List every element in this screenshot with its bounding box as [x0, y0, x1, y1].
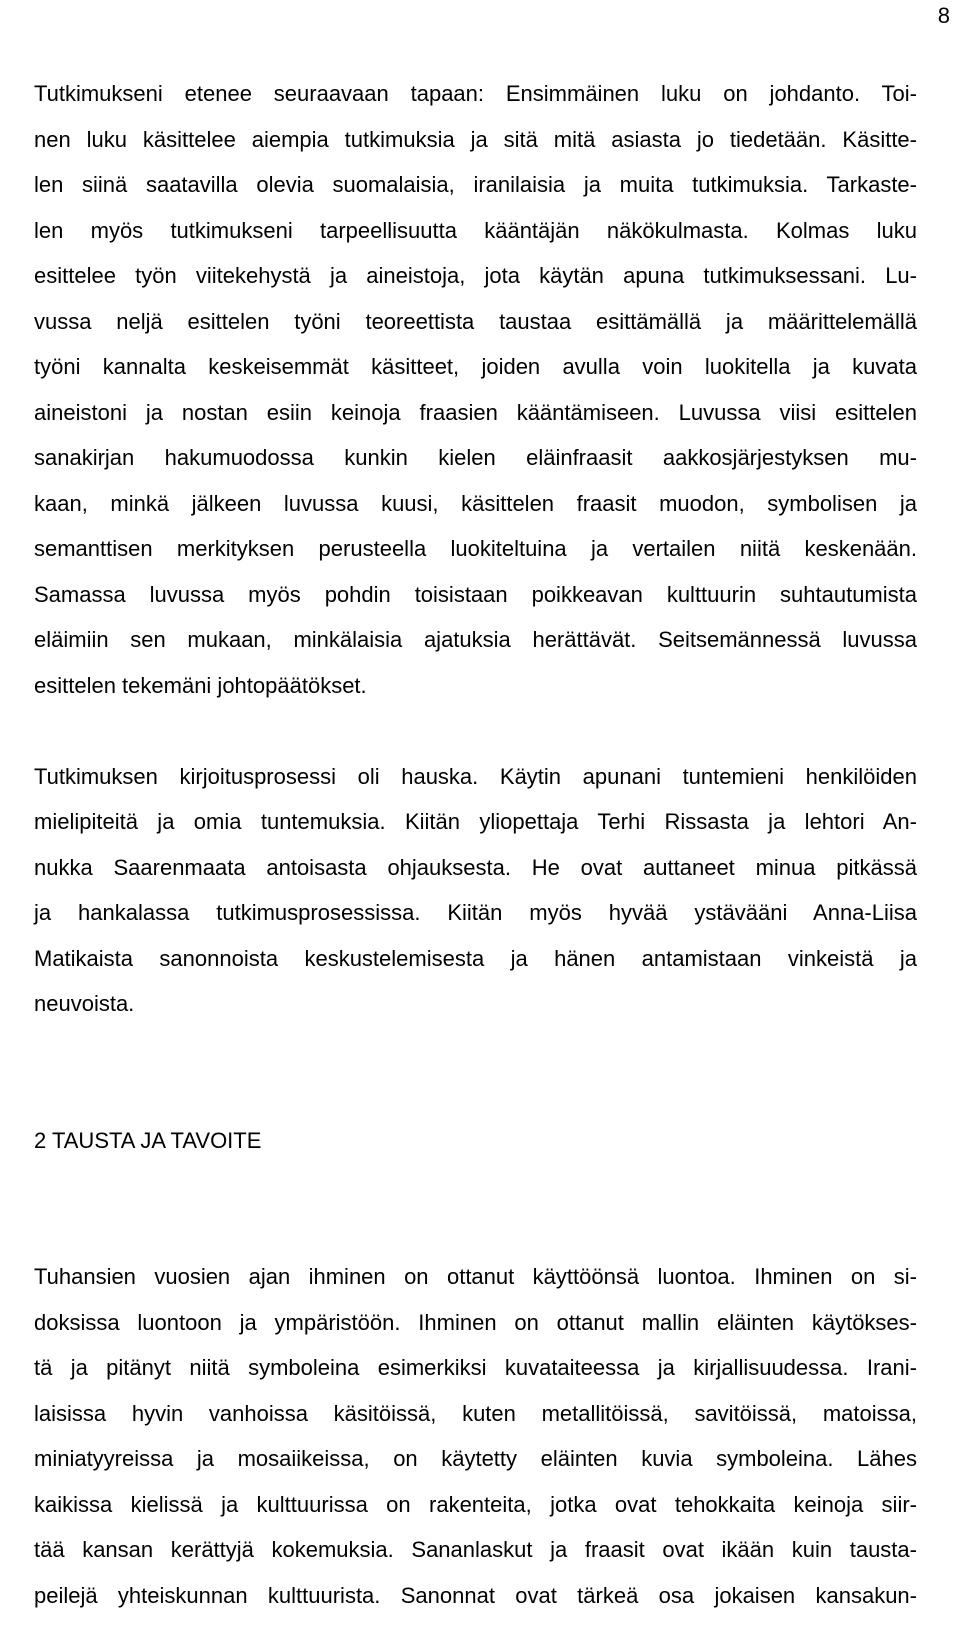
text-line: miniatyyreissa ja mosaiikeissa, on käytetty eläinten kuvia symboleina. Lähes — [34, 1446, 917, 1471]
text-line: Matikaista sanonnoista keskustelemisesta ja hänen antamistaan vinkeistä ja — [34, 945, 917, 971]
text-line: kaikissa kielissä ja kulttuurissa on rakenteita, jotka ovat tehokkaita keinoja siir- — [34, 1491, 917, 1517]
text-line: Tuhansien vuosien ajan ihminen on ottanut käyttöönsä luontoa. Ihminen on si- — [34, 1264, 917, 1289]
text-line: len siinä saatavilla olevia suomalaisia, iranilaisia ja muita tutkimuksia. Tarkaste- — [34, 172, 917, 197]
document-body — [34, 71, 917, 1618]
text-line: nen luku käsittelee aiempia tutkimuksia ja sitä mitä asiasta jo tiedetään. Käsitte- — [34, 126, 917, 152]
text-line: tää kansan kerättyjä kokemuksia. Sananlaskut ja fraasit ovat ikään kuin tausta- — [34, 1537, 917, 1562]
text-line: Tutkimukseni etenee seuraavaan tapaan: Ensimmäinen luku on johdanto. Toi- — [34, 81, 917, 106]
text-line: laisissa hyvin vanhoissa käsitöissä, kuten metallitöissä, savitöissä, matoissa, — [34, 1400, 917, 1426]
page-number: 8 — [937, 3, 950, 28]
text-line: mielipiteitä ja omia tuntemuksia. Kiitän yliopettaja Terhi Rissasta ja lehtori An- — [34, 809, 917, 834]
paragraph-spacer — [34, 708, 917, 754]
text-line: nukka Saarenmaata antoisasta ohjauksesta. He ovat auttaneet minua pitkässä — [34, 854, 917, 880]
text-line: työni kannalta keskeisemmät käsitteet, joiden avulla voin luokitella ja kuvata — [34, 354, 917, 379]
text-line: len myös tutkimukseni tarpeellisuutta kääntäjän näkökulmasta. Kolmas luku — [34, 217, 917, 243]
text-line: doksissa luontoon ja ympäristöön. Ihminen on ottanut mallin eläinten käytökses- — [34, 1309, 917, 1335]
text-line: esittelee työn viitekehystä ja aineistoja, jota käytän apuna tutkimuksessani. Lu- — [34, 263, 917, 288]
text-line: semanttisen merkityksen perusteella luokiteltuina ja vertailen niitä keskenään. — [34, 536, 917, 561]
paragraph-spacer — [34, 1163, 917, 1209]
paragraph-acknowledgements — [34, 754, 917, 1027]
text-line: Tutkimuksen kirjoitusprosessi oli hauska. Käytin apunani tuntemieni henkilöiden — [34, 763, 917, 789]
paragraph-background — [34, 1254, 917, 1618]
paragraph-spacer — [34, 1072, 917, 1118]
text-line: sanakirjan hakumuodossa kunkin kielen eläinfraasit aakkosjärjestyksen mu- — [34, 445, 917, 470]
text-line: eläimiin sen mukaan, minkälaisia ajatuksia herättävät. Seitsemännessä luvussa — [34, 627, 917, 652]
text-line: vussa neljä esittelen työni teoreettista taustaa esittämällä ja määrittelemällä — [34, 308, 917, 334]
text-line: kaan, minkä jälkeen luvussa kuusi, käsittelen fraasit muodon, symbolisen ja — [34, 490, 917, 516]
text-line: tä ja pitänyt niitä symboleina esimerkiksi kuvataiteessa ja kirjallisuudessa. Irani- — [34, 1355, 917, 1380]
text-line: aineistoni ja nostan esiin keinoja fraasien kääntämiseen. Luvussa viisi esittelen — [34, 399, 917, 425]
text-line: neuvoista. — [34, 991, 135, 1016]
text-line: ja hankalassa tutkimusprosessissa. Kiitän myös hyvää ystävääni Anna-Liisa — [34, 900, 917, 925]
text-line: Samassa luvussa myös pohdin toisistaan poikkeavan kulttuurin suhtautumista — [34, 581, 917, 607]
paragraph-chapter-outline — [34, 71, 917, 708]
section-heading: 2 TAUSTA JA TAVOITE — [34, 1127, 262, 1153]
paragraph-spacer — [34, 1209, 917, 1255]
paragraph-spacer — [34, 1027, 917, 1073]
text-line: peilejä yhteiskunnan kulttuurista. Sanonnat ovat tärkeä osa jokaisen kansakun- — [34, 1582, 917, 1608]
text-line: esittelen tekemäni johtopäätökset. — [34, 672, 367, 698]
